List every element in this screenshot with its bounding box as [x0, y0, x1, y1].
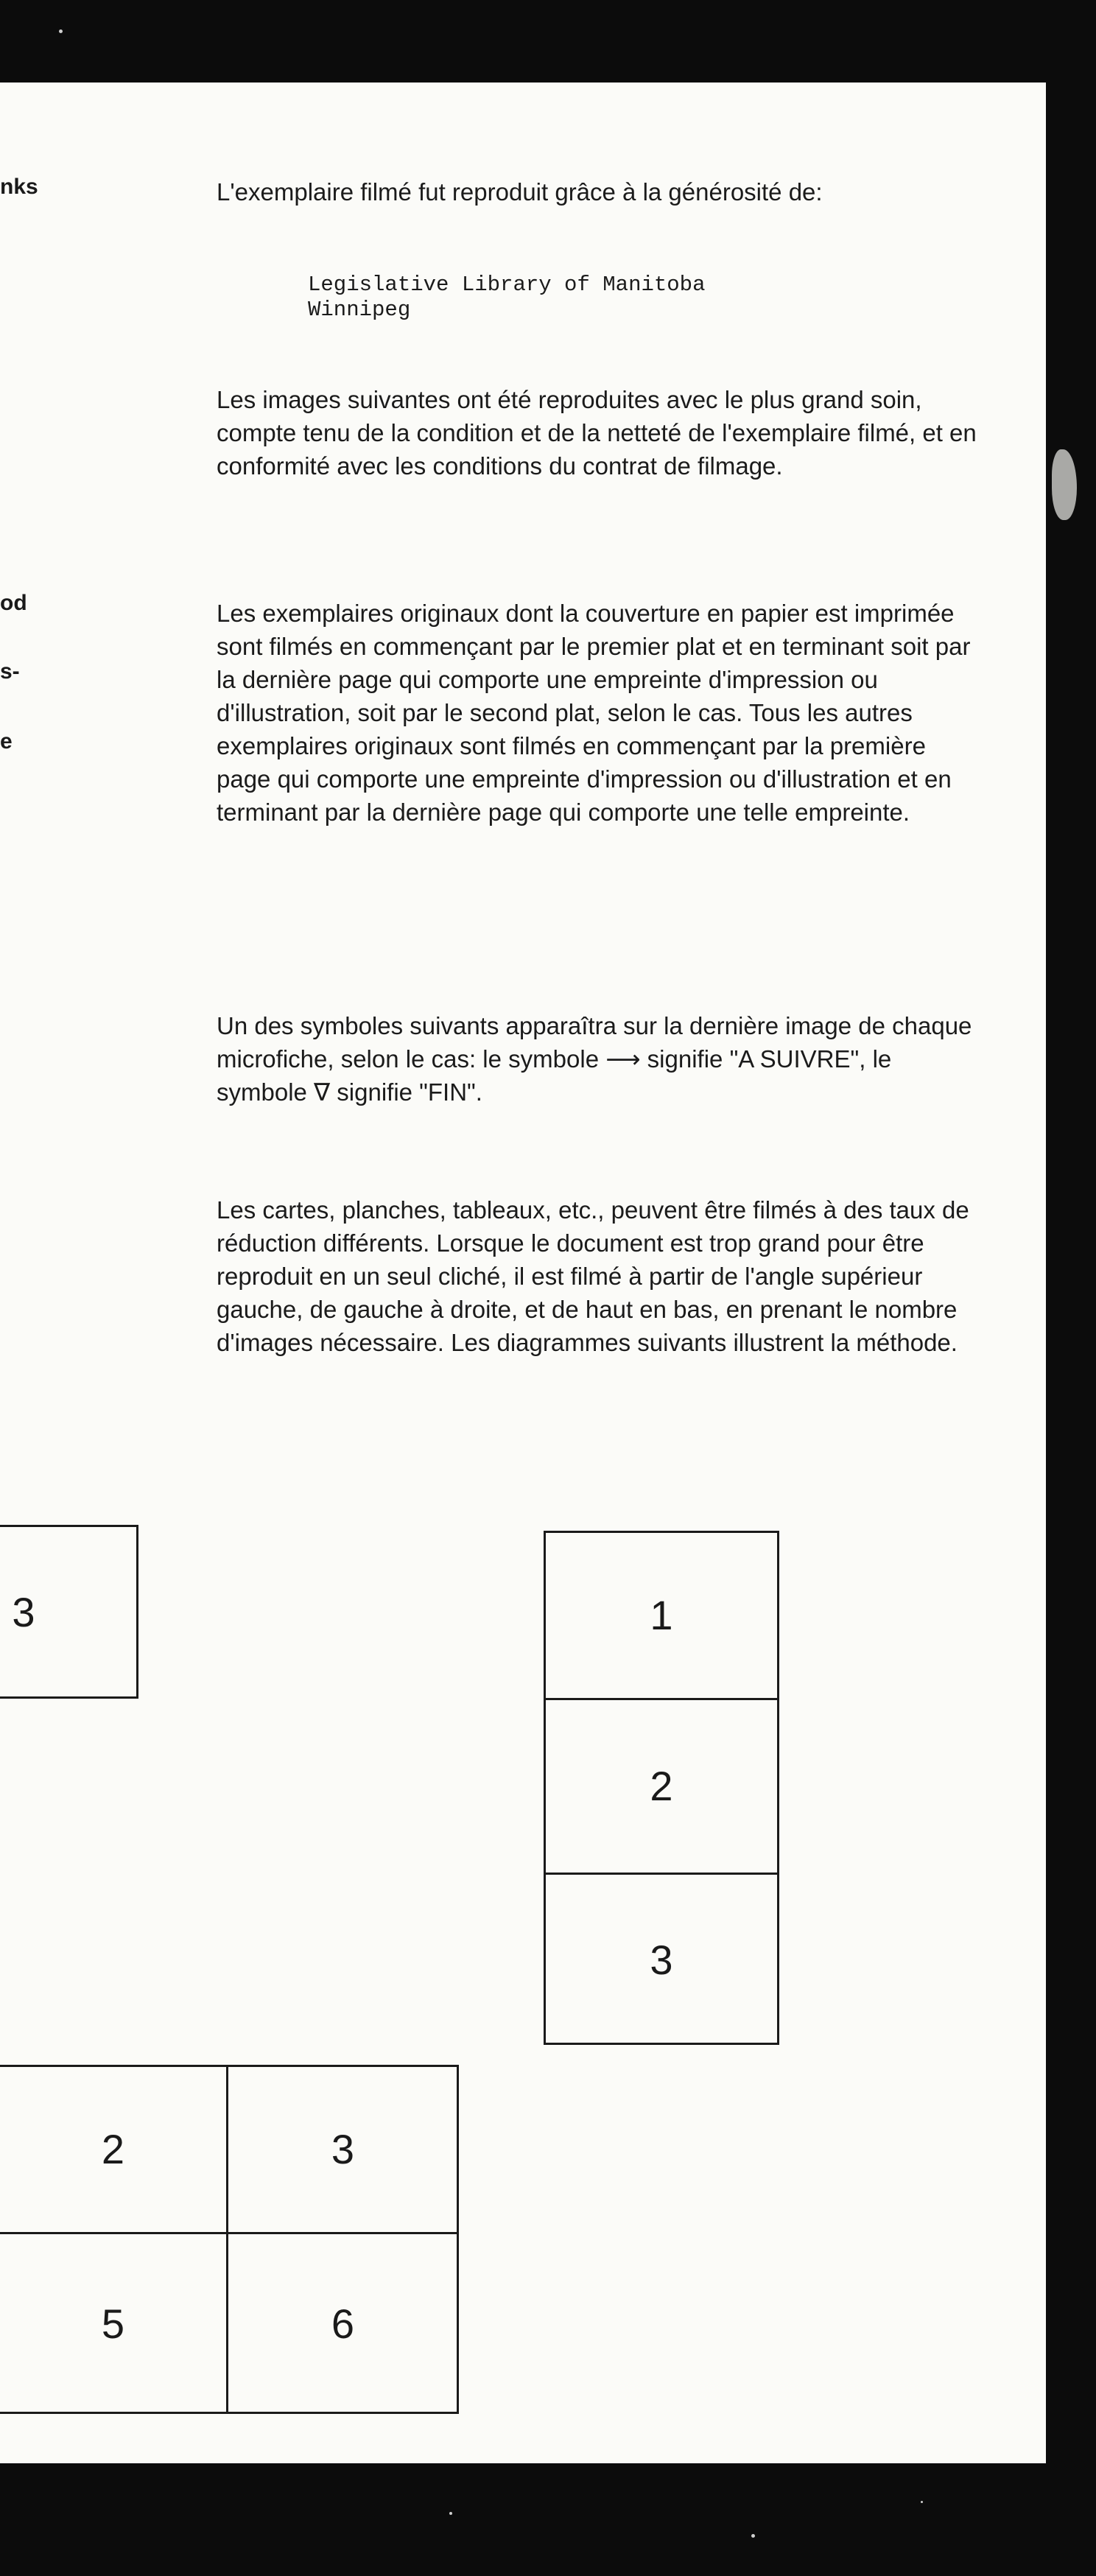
- paragraph-originals: Les exemplaires originaux dont la couverture en papier est imprimée sont filmés en commençant par le premier plat et en terminant soit par la dernière page qui comporte une empreinte d'impression ou d'illustration, soit par le second plat, selon le cas. Tous les autres exemplaires originaux sont filmés en commençant par la première page qui comporte une empreinte d'impression ou d'illustration et en terminant par la dernière page qui comporte une telle empreinte.: [217, 600, 971, 826]
- scan-smudge: [1052, 449, 1077, 520]
- scan-speck: [59, 29, 63, 33]
- diagram-number: 1: [650, 1591, 673, 1638]
- diagram-number: 3: [12, 1588, 35, 1635]
- scan-speck: [449, 2512, 452, 2515]
- left-margin-fragment: nks: [0, 175, 38, 199]
- diagram-number: 2: [101, 2126, 125, 2172]
- diagram-number: 3: [650, 1936, 673, 1983]
- left-margin-fragment: s-: [0, 659, 20, 684]
- diagram-number: 2: [650, 1762, 673, 1809]
- left-margin-fragment: od: [0, 591, 27, 615]
- institution-city: Winnipeg: [308, 298, 411, 322]
- institution-name: Legislative Library of Manitoba: [308, 273, 706, 297]
- left-margin-fragment: e: [0, 729, 13, 754]
- paragraph-method: Les cartes, planches, tableaux, etc., peuvent être filmés à des taux de réduction différents. Lorsque le document est trop grand pour être reproduit en un seul cliché, il est filmé à partir de l'angle supérieur gauche, de gauche à droite, et de haut en bas, en prenant le nombre d'images nécessaire. Les diagrammes suivants illustrent la méthode.: [217, 1196, 969, 1356]
- paragraph-quality: Les images suivantes ont été reproduites avec le plus grand soin, compte tenu de la condition et de la netteté de l'exemplaire filmé, et en conformité avec les conditions du contrat de filmage.: [217, 386, 977, 480]
- intro-line: L'exemplaire filmé fut reproduit grâce à la générosité de:: [217, 178, 823, 206]
- scan-speck: [921, 2501, 923, 2503]
- diagram-number: 6: [331, 2300, 355, 2347]
- scan-speck: [751, 2534, 755, 2538]
- paragraph-symbols: Un des symboles suivants apparaîtra sur la dernière image de chaque microfiche, selon le cas: le symbole ⟶ signifie "A SUIVRE", le symbole ∇ signifie "FIN".: [217, 1012, 972, 1106]
- diagram-number: 5: [101, 2300, 125, 2347]
- diagram-number: 3: [331, 2126, 355, 2172]
